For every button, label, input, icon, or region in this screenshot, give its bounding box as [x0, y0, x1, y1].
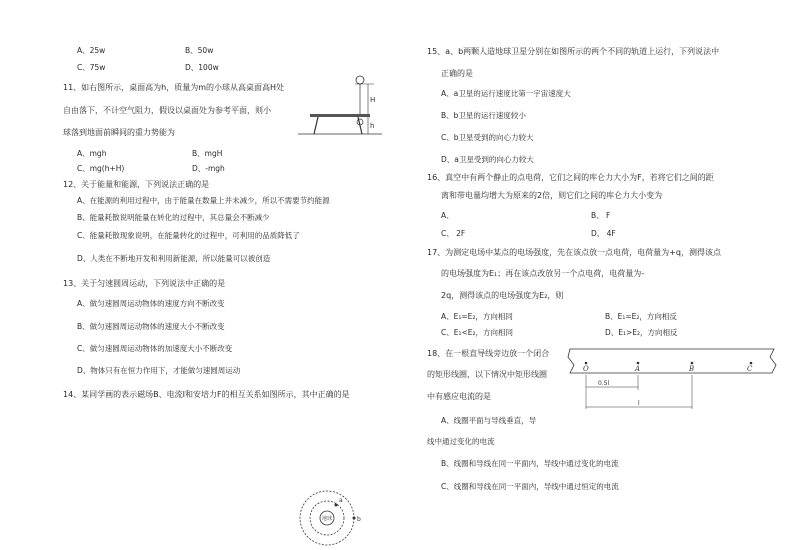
q18-option-a-line-1: A、线圈平面与导线垂直，导	[441, 416, 537, 425]
q17-option-d: D、E₁>E₂，方向相反	[605, 328, 678, 337]
ball	[356, 76, 364, 84]
q12-option-d: D、人类在不断地开发和利用新能源，所以能量可以被创造	[77, 254, 271, 263]
point-o	[585, 362, 588, 365]
earth-label: 地球	[321, 516, 333, 522]
q13-option-d: D、物体只有在恒力作用下，才能做匀速圆周运动	[77, 366, 241, 375]
q16-option-a: A、	[441, 211, 454, 220]
label-half-l: 0.5l	[598, 380, 610, 387]
q17-line-1: 17、为测定电场中某点的电场强度，先在该点放一点电荷，电荷量为+q，测得该点	[427, 248, 721, 257]
label-h: h	[370, 122, 375, 130]
label-a: A	[635, 365, 641, 373]
q15-option-a: A、a卫星的运行速度比第一宇宙速度大	[441, 89, 571, 98]
q17-option-b: B、E₁=E₂，方向相反	[605, 312, 677, 321]
q12-option-c: C、能量耗散现象说明，在能量转化的过程中，可利用的品质降低了	[77, 231, 300, 240]
q18-option-b: B、线圈和导线在同一平面内，导线中通过变化的电流	[441, 459, 619, 468]
q12-stem: 12、关于能量和能源，下列说法正确的是	[63, 180, 210, 189]
label-c: C	[747, 365, 753, 373]
q17-line-2: 的电场强度为E₁；再在该点改放另一个点电荷，电荷量为-	[441, 269, 645, 278]
point-c	[750, 362, 753, 365]
q17-option-c: C、E₁<E₂，方向相同	[441, 328, 514, 337]
point-a	[637, 362, 640, 365]
q16-line-2: 离和带电量均增大为原来的2倍，则它们之间的库仑力大小变为	[441, 191, 663, 200]
q17-line-3: 2q，测得该点的电场强度为E₂，则	[441, 291, 564, 300]
label-l: l	[638, 400, 640, 407]
wire-ruler-figure	[566, 345, 780, 415]
q13-stem: 13、关于匀速圆周运动，下列说法中正确的是	[63, 279, 226, 288]
q10-option-c: C、75w	[77, 63, 106, 72]
orbit-figure	[296, 488, 361, 550]
q11-option-a: A、mgh	[77, 149, 107, 158]
q12-option-a: A、在能源的利用过程中，由于能量在数量上并未减少，所以不需要节约能源	[77, 196, 330, 205]
q11-line-3: 球落到地面前瞬间的重力势能为	[63, 128, 175, 137]
q16-line-1: 16、真空中有两个静止的点电荷，它们之间的库仑力大小为F，若将它们之间的距	[427, 173, 714, 182]
q15-line-2: 正确的是	[441, 69, 473, 78]
q17-option-a: A、E₁=E₂，方向相同	[441, 312, 513, 321]
label-o: O	[583, 365, 589, 373]
q18-line-3: 中有感应电流的是	[427, 392, 491, 401]
q14-stem: 14、某同学画的表示磁场B、电流I和安培力F的相互关系如图所示，其中正确的是	[63, 390, 350, 399]
q13-option-b: B、做匀速圆周运动物体的速度大小不断改变	[77, 322, 225, 331]
q12-option-b: B、能量耗散说明能量在转化的过程中，其总量会不断减少	[77, 213, 270, 222]
q18-option-a-line-2: 线中通过变化的电流	[427, 437, 495, 446]
q16-option-d: D、 4F	[591, 229, 616, 238]
q15-option-c: C、b卫星受到的向心力较大	[441, 133, 534, 142]
q10-option-d: D、100w	[185, 63, 219, 72]
q18-line-1: 18、在一根直导线旁边放一个闭合	[427, 349, 550, 358]
q11-line-1: 11、如右图所示，桌面高为h，质量为m的小球从高桌面高H处	[63, 83, 285, 92]
q15-option-d: D、a卫星受到的向心力较大	[441, 155, 534, 164]
q18-line-2: 的矩形线圈，以下情况中矩形线圈	[427, 370, 547, 379]
q13-option-a: A、做匀速圆周运动物体的速度方向不断改变	[77, 299, 225, 308]
satellite-b	[353, 517, 356, 520]
point-b	[691, 362, 694, 365]
label-b: B	[689, 365, 695, 373]
q11-option-b: B、mgH	[192, 149, 223, 158]
q16-option-c: C、 2F	[441, 229, 466, 238]
satellite-b-label: b	[357, 516, 361, 523]
q11-option-d: D、-mgh	[192, 164, 225, 173]
label-H: H	[370, 96, 376, 104]
q11-option-c: C、mg(h+H)	[77, 164, 125, 173]
q15-line-1: 15、a、b两颗人造地球卫星分别在如图所示的两个不同的轨道上运行，下列说法中	[427, 47, 720, 56]
table-top	[310, 114, 370, 117]
table-ball-figure	[296, 74, 388, 144]
wire-bar	[568, 349, 776, 373]
q16-option-b: B、 F	[591, 211, 611, 220]
q15-option-b: B、b卫星的运行速度较小	[441, 111, 526, 120]
satellite-a-label: a	[339, 497, 343, 504]
q10-option-b: B、50w	[185, 46, 214, 55]
q11-line-2: 自由落下，不计空气阻力，假设以桌面处为参考平面，则小	[63, 106, 271, 115]
q10-option-a: A、25w	[77, 46, 106, 55]
q13-option-c: C、做匀速圆周运动物体的加速度大小不断改变	[77, 344, 233, 353]
q18-option-c: C、线圈和导线在同一平面内，导线中通过恒定的电流	[441, 482, 619, 491]
satellite-a	[335, 504, 338, 507]
